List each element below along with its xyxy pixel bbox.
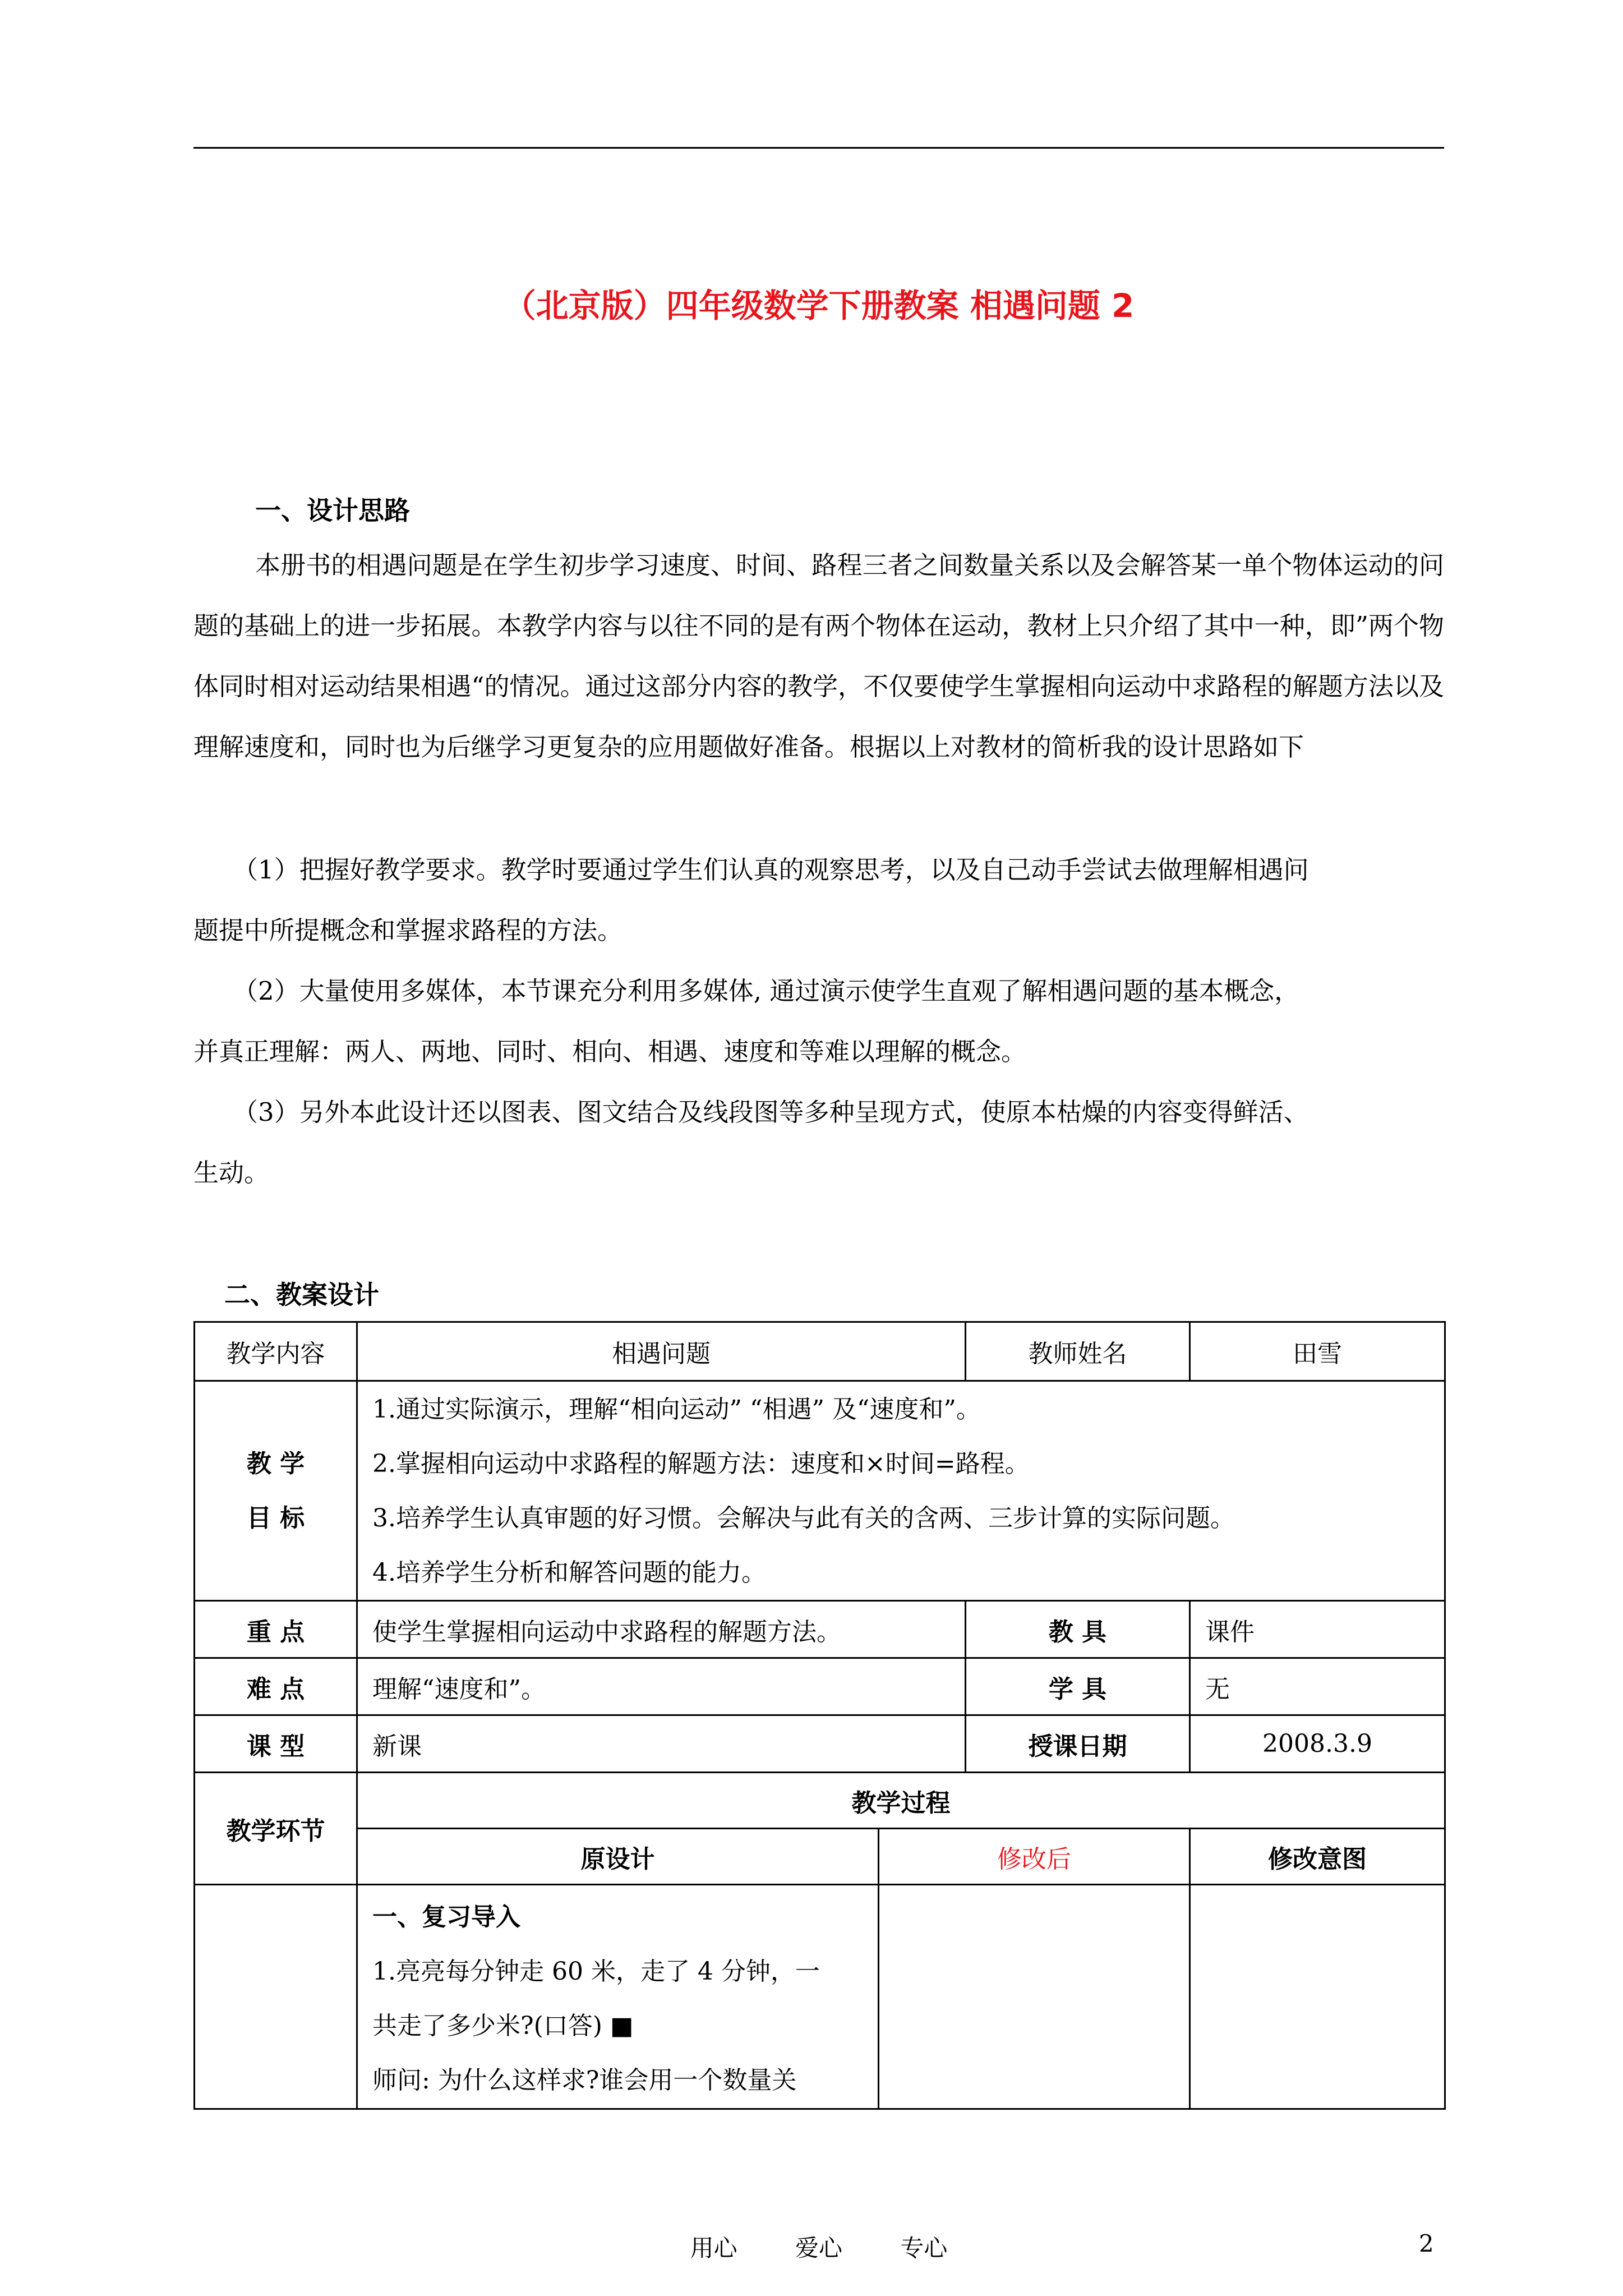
table-row — [195, 1885, 1445, 2109]
process-label: 教学过程 — [357, 1773, 1445, 1829]
table-row — [195, 1322, 1445, 1381]
goal-item: 4.培养学生分析和解答问题的能力。 — [372, 1558, 766, 1587]
original-design-cell — [357, 1885, 879, 2109]
student-tools-label: 学 具 — [966, 1658, 1190, 1715]
design-point-2 — [193, 961, 1444, 1082]
original-design-label: 原设计 — [357, 1829, 879, 1885]
header-rule — [193, 147, 1444, 149]
lesson-date-label: 授课日期 — [966, 1715, 1190, 1773]
design-point-3-line-1: （3）另外本此设计还以图表、图文结合及线段图等多种呈现方式，使原本枯燥的内容变得鲜活、 — [233, 1097, 1309, 1127]
design-point-1-line-2: 题提中所提概念和掌握求路程的方法。 — [193, 915, 623, 945]
difficulty-value: 理解“速度和”。 — [357, 1658, 966, 1715]
design-point-2-line-1: （2）大量使用多媒体，本节课充分利用多媒体, 通过演示使学生直观了解相遇问题的基本概念， — [233, 976, 1300, 1006]
stage-label: 教学环节 — [195, 1773, 357, 1885]
revised-cell — [879, 1885, 1190, 2109]
lesson-plan-table — [193, 1321, 1446, 2110]
goal-item: 3.培养学生认真审题的好习惯。会解决与此有关的含两、三步计算的实际问题。 — [372, 1503, 1235, 1533]
process-heading: 一、复习导入 — [372, 1903, 520, 1931]
key-point-value: 使学生掌握相向运动中求路程的解题方法。 — [357, 1601, 966, 1658]
lesson-type-label: 课 型 — [195, 1715, 357, 1773]
key-point-label: 重 点 — [195, 1601, 357, 1658]
section-heading-lesson-plan: 二、教案设计 — [224, 1280, 379, 1310]
design-point-3-line-2: 生动。 — [193, 1158, 270, 1188]
content-value: 相遇问题 — [357, 1322, 966, 1381]
revised-label: 修改后 — [879, 1829, 1190, 1885]
design-point-1-line-1: （1）把握好教学要求。教学时要通过学生们认真的观察思考，以及自己动手尝试去做理解相遇问 — [233, 855, 1309, 885]
footer-item: 爱心 — [795, 2234, 842, 2262]
teaching-tools-label: 教 具 — [966, 1601, 1190, 1658]
design-point-1 — [193, 840, 1444, 961]
revision-intent-label: 修改意图 — [1190, 1829, 1445, 1885]
teacher-value: 田雪 — [1190, 1322, 1445, 1381]
difficulty-label: 难 点 — [195, 1658, 357, 1715]
footer-item: 专心 — [900, 2234, 948, 2262]
process-line: 共走了多少米?(口答) ■ — [372, 2012, 634, 2040]
teacher-label: 教师姓名 — [966, 1322, 1190, 1381]
design-point-3 — [193, 1082, 1444, 1203]
lesson-type-value: 新课 — [357, 1715, 966, 1773]
design-idea-paragraph — [193, 535, 1444, 777]
student-tools-value: 无 — [1190, 1658, 1445, 1715]
goals-label-line-1: 教 学 — [246, 1449, 305, 1478]
design-point-2-line-2: 并真正理解：两人、两地、同时、相向、相遇、速度和等难以理解的概念。 — [193, 1037, 1027, 1066]
goals-list — [357, 1381, 1445, 1601]
table-row — [195, 1601, 1445, 1658]
goals-label-line-2: 目 标 — [246, 1503, 305, 1533]
document-title: （北京版）四年级数学下册教案 相遇问题 2 — [503, 287, 1135, 325]
process-line: 1.亮亮每分钟走 60 米，走了 4 分钟，一 — [372, 1957, 820, 1986]
page-number: 2 — [1419, 2230, 1434, 2257]
process-line: 师问: 为什么这样求?谁会用一个数量关 — [372, 2066, 797, 2095]
table-row — [195, 1381, 1445, 1601]
revision-intent-cell — [1190, 1885, 1445, 2109]
goals-label — [195, 1381, 357, 1601]
table-row — [195, 1773, 1445, 1829]
table-row — [195, 1658, 1445, 1715]
stage-cell — [195, 1885, 357, 2109]
footer-motto — [193, 2230, 1444, 2263]
lesson-date-value: 2008.3.9 — [1190, 1715, 1445, 1773]
goal-item: 1.通过实际演示，理解“相向运动” “相遇” 及“速度和”。 — [372, 1395, 981, 1424]
section-heading-design-idea: 一、设计思路 — [255, 495, 410, 526]
goal-item: 2.掌握相向运动中求路程的解题方法：速度和×时间=路程。 — [372, 1449, 1030, 1478]
footer-item: 用心 — [690, 2234, 737, 2262]
table-row — [195, 1715, 1445, 1773]
design-idea-text: 本册书的相遇问题是在学生初步学习速度、时间、路程三者之间数量关系以及会解答某一单个物体运动的问题的基础上的进一步拓展。本教学内容与以往不同的是有两个物体在运动，教材上只介绍了其中一种，即”两个物体同时相对运动结果相遇“的情况。通过这部分内容的教学，不仅要使学生掌握相向运动中求路程的解题方法以及理解速度和，同时也为后继学习更复杂的应用题做好准备。根据以上对教材的简析我的设计思路如下 — [193, 550, 1444, 762]
content-label: 教学内容 — [195, 1322, 357, 1381]
teaching-tools-value: 课件 — [1190, 1601, 1445, 1658]
table-row — [195, 1829, 1445, 1885]
